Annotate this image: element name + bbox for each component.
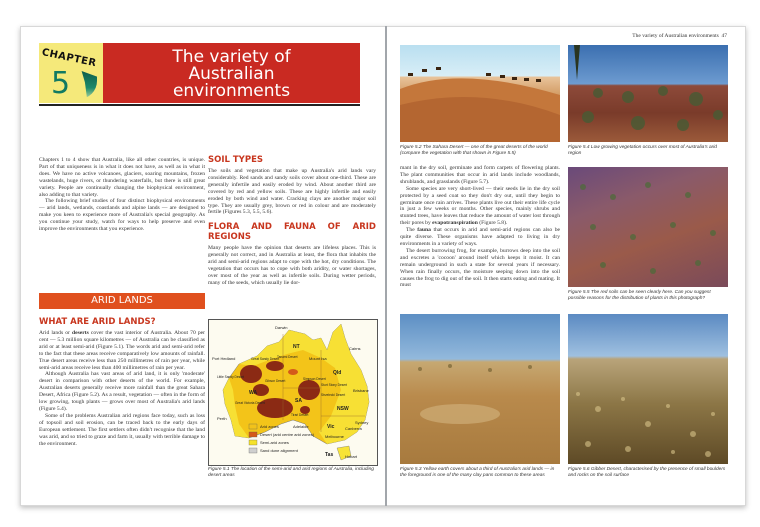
- chapter-title: [103, 43, 360, 103]
- body-paragraph: [400, 186, 560, 227]
- desert-sturt: [288, 369, 298, 375]
- legend-swatch-desert: [249, 432, 257, 437]
- map-label-vic: Vic: [327, 424, 335, 430]
- legend-label: Desert (arid centre arid zones): [260, 432, 315, 437]
- photo-yellow-earth: [400, 314, 560, 464]
- sahara-dune-svg: [400, 45, 560, 142]
- chapter-rule: [39, 104, 360, 106]
- running-head-title: The variety of Australian environments: [632, 33, 719, 39]
- australia-arid-map: [208, 319, 378, 466]
- heading-soil-types: SOIL TYPES: [208, 155, 263, 165]
- figure-5-1-caption: Figure 5.1 The location of the semi-arid and arid regions of Australia, including desert areas: [208, 467, 374, 478]
- book-spread: [20, 26, 746, 506]
- desert-great-sandy: [240, 365, 262, 383]
- figure-5-3-caption: Figure 5.3 Yellow earth covers about a third of Australia's arid lands — in the foreground is one of the many clay pans common to these areas: [400, 467, 555, 478]
- text-run: cover the vast interior of Australia. About 70 per cent — 5.3 million square kilometres — of Australia can be classified as arid or at least semi-arid (Figure 5.1). The words arid and semi-arid refer to the fact that these areas receive comparatively low amounts of rainfall. True desert areas receive less than 250 millimetres of rain per year, while semi-arid areas receive less than 400 millimetres of rain per year.: [39, 330, 205, 371]
- book-gutter: [385, 26, 387, 506]
- shrubs: [582, 86, 723, 131]
- left-page: [21, 27, 386, 505]
- figure-5-2-caption: Figure 5.2 The Sahara Desert — one of the great deserts of the world (compare the vegetation with that shown in Figure 5.5): [400, 145, 548, 156]
- map-label-wa: WA: [249, 390, 258, 396]
- soil-column: [208, 155, 376, 287]
- right-page: [388, 27, 745, 505]
- map-label-simpson: Simpson Desert: [303, 377, 326, 381]
- legend-swatch-arid: [249, 424, 257, 429]
- body-paragraph: Some of the problems Australian arid regions face today, such as loss of topsoil and soil erosion, can be traced back to the early days of European settlement. The first settlers often didn't recognise that the land was arid, and so tried to graze and farm it, usually with terrible damage to the environment.: [39, 412, 205, 447]
- bold-term: evapotranspiration: [432, 220, 478, 227]
- figure-5-5-caption: Figure 5.5 The red soils can be seen clearly here. Can you suggest possible reasons for the distribution of plants in this photograph?: [568, 290, 711, 301]
- map-label-mount-isa: Mount Isa: [309, 356, 327, 361]
- map-label-perth: Perth: [217, 416, 227, 421]
- map-label-adelaide: Adelaide: [293, 424, 309, 429]
- right-body-column: [400, 165, 560, 289]
- gibber-svg: [568, 314, 728, 464]
- body-paragraph: The desert burrowing frog, for example, burrows deep into the soil and excretes a 'cocoon' around itself which keeps it moist. It can remain underground in such a state for several years if necessary. When rain finally occurs, the moisture seeping down into the soil causes the frog to dig out of the soil. It then starts eating and mating. It must: [400, 247, 560, 289]
- body-paragraph: The soils and vegetation that make up Australia's arid lands vary considerably. Red sands and sandy soils cover about one-third. These are generally infertile and easily eroded by wind. About another third are covered by red and yellow soils. These are highly infertile and easily eroded by both wind and water. Cracking clays are another major soil type. They are usually grey, brown or red in colour and are moderately fertile (Figures 5.3, 5.5, 5.6).: [208, 168, 376, 216]
- chapter-badge: [39, 43, 103, 103]
- map-label-strzelecki: Strzelecki Desert: [321, 393, 346, 397]
- map-svg: [209, 320, 377, 465]
- low-vegetation-svg: [568, 45, 728, 142]
- body-paragraph: [400, 227, 560, 248]
- red-soils-svg: [568, 167, 728, 287]
- heading-flora-fauna: FLORA AND FAUNA OF ARID REGIONS: [208, 222, 376, 243]
- desert-simpson: [298, 380, 320, 400]
- figure-5-4-caption: Figure 5.4 Low growing vegetation occurs over most of Australia's arid region: [568, 145, 717, 156]
- running-head: [632, 33, 727, 39]
- intro-paragraph: The following brief studies of four distinct biophysical environments — arid lands, wetlands, coastlands and alpine lands — are designed to make you keen to experience more of Australia's special geography. As you continue your study, watch for ways to help preserve and even improve the environments that you experience.: [39, 198, 205, 233]
- photo-low-vegetation: [568, 45, 728, 142]
- bold-term: deserts: [72, 330, 89, 336]
- map-label-cairns: Cairns: [349, 346, 361, 351]
- legend-label: Sand dune alignment: [260, 448, 298, 453]
- map-label-great-victoria: Great Victoria Desert: [235, 401, 265, 405]
- photo-gibber-desert: [568, 314, 728, 464]
- body-paragraph: Although Australia has vast areas of arid land, it is only 'moderate' desert in comparison with other deserts of the world. For example, Australian deserts generally receive more rainfall than the great Sahara Desert, Africa (Figure 5.2). As a result, vegetation — often in the form of low growing, tough plants — grows over most of Australia's arid lands (Figure 5.4).: [39, 371, 205, 412]
- legend-label: Semi-arid zones: [260, 440, 289, 445]
- chapter-number: 5: [51, 66, 71, 101]
- yellow-earth-svg: [400, 314, 560, 464]
- chapter-arc-graphic: [75, 71, 97, 99]
- chapter-word: CHAPTER: [40, 47, 98, 70]
- map-label-canberra: Canberra: [345, 426, 362, 431]
- section-band-arid-lands: ARID LANDS: [39, 293, 205, 309]
- body-paragraph: Many people have the opinion that deserts are lifeless places. This is generally not correct, and in Australia at least, the flora that inhabits the arid and semi-arid regions adapt to cope with the hot, dry conditions. The vegetation that occurs has to cope with both aridity, or water shortages, over most of the year as well as infertile soils. During wetter periods, many of the seeds, which usually lie dor-: [208, 245, 376, 286]
- map-label-little-sandy: Little Sandy Desert: [217, 375, 244, 379]
- map-label-port-hedland: Port Hedland: [212, 356, 236, 361]
- gibber-stones: [576, 392, 715, 457]
- map-label-qld: Qld: [333, 370, 342, 376]
- body-paragraph: mant in the dry soil, germinate and form carpets of flowering plants. The plant communities that occur in arid lands include woodlands, shrublands, and grasslands (Figure 5.7).: [400, 165, 560, 185]
- photo-sahara-desert: [400, 45, 560, 142]
- heading-what-are-arid-lands: WHAT ARE ARID LANDS?: [39, 317, 156, 327]
- clay-pan: [420, 404, 500, 424]
- map-label-great-sandy: Great Sandy Desert: [251, 357, 280, 361]
- shrubs: [418, 364, 532, 372]
- body-paragraph: [39, 330, 205, 371]
- map-label-brisbane: Brisbane: [353, 388, 369, 393]
- intro-paragraph: Chapters 1 to 4 show that Australia, like all other countries, is unique. Part of that uniqueness is in what it does not have, as well as in what it does. We have no active volcanoes, glaciers, soaring mountains, frozen wastelands, huge rivers, or thundering waterfalls, but there is still great variety. People are continually changing the biophysical environment, also adding to that variety.: [39, 157, 205, 198]
- text-run: that occurs in arid and semi-arid regions can also be quite diverse. These organisms have adapted to living in dry environments in a variety of ways.: [400, 227, 560, 247]
- text-run: The: [406, 227, 418, 234]
- scattered-plants: [580, 182, 716, 274]
- map-label-nsw: NSW: [337, 406, 349, 412]
- text-run: Arid lands or: [39, 330, 72, 336]
- bold-term: fauna: [417, 227, 431, 234]
- figure-5-6-caption: Figure 5.6 Gibber Desert, characterised by the presence of small boulders and rocks on the soil surface: [568, 467, 726, 478]
- intro-column: [39, 157, 205, 233]
- legend-swatch-semi-arid: [249, 440, 257, 445]
- map-label-gibson: Gibson Desert: [265, 379, 286, 383]
- what-are-column: [39, 317, 205, 447]
- text-run: (Figure 5.8).: [477, 220, 508, 227]
- desert-tanami: [266, 361, 284, 371]
- page-number: 47: [721, 33, 727, 39]
- text-run: Some species are very short-lived — their seeds lie in the dry soil protected by a seed coat so they don't dry out, until they begin to germinate once rain arrives. These plants live out their entire life cycle in just a few weeks or months. Other species, mainly shrubs and stunted trees, have leaves that reduce the amount of water lost through their pores by: [400, 185, 560, 227]
- tree: [574, 45, 580, 80]
- map-label-tanami: Tanami Desert: [277, 355, 298, 359]
- map-label-tas: Tas: [325, 452, 334, 458]
- map-label-sturt: Sturt Stony Desert: [321, 383, 348, 387]
- map-label-nt: NT: [293, 344, 300, 350]
- chapter-title-line: environments: [172, 81, 291, 101]
- map-label-melbourne: Melbourne: [325, 434, 344, 439]
- map-label-darwin: Darwin: [275, 325, 288, 330]
- chapter-title-line: Australian: [188, 64, 275, 84]
- map-label-tirari: Tirari Desert: [291, 413, 309, 417]
- map-label-hobart: Hobart: [345, 454, 358, 459]
- photo-red-soils: [568, 167, 728, 287]
- map-label-sa: SA: [295, 398, 302, 404]
- chapter-title-line: The variety of: [172, 47, 291, 67]
- legend-label: Arid zones: [260, 424, 279, 429]
- legend-swatch-dune: [249, 448, 257, 453]
- map-label-sydney: Sydney: [355, 420, 369, 425]
